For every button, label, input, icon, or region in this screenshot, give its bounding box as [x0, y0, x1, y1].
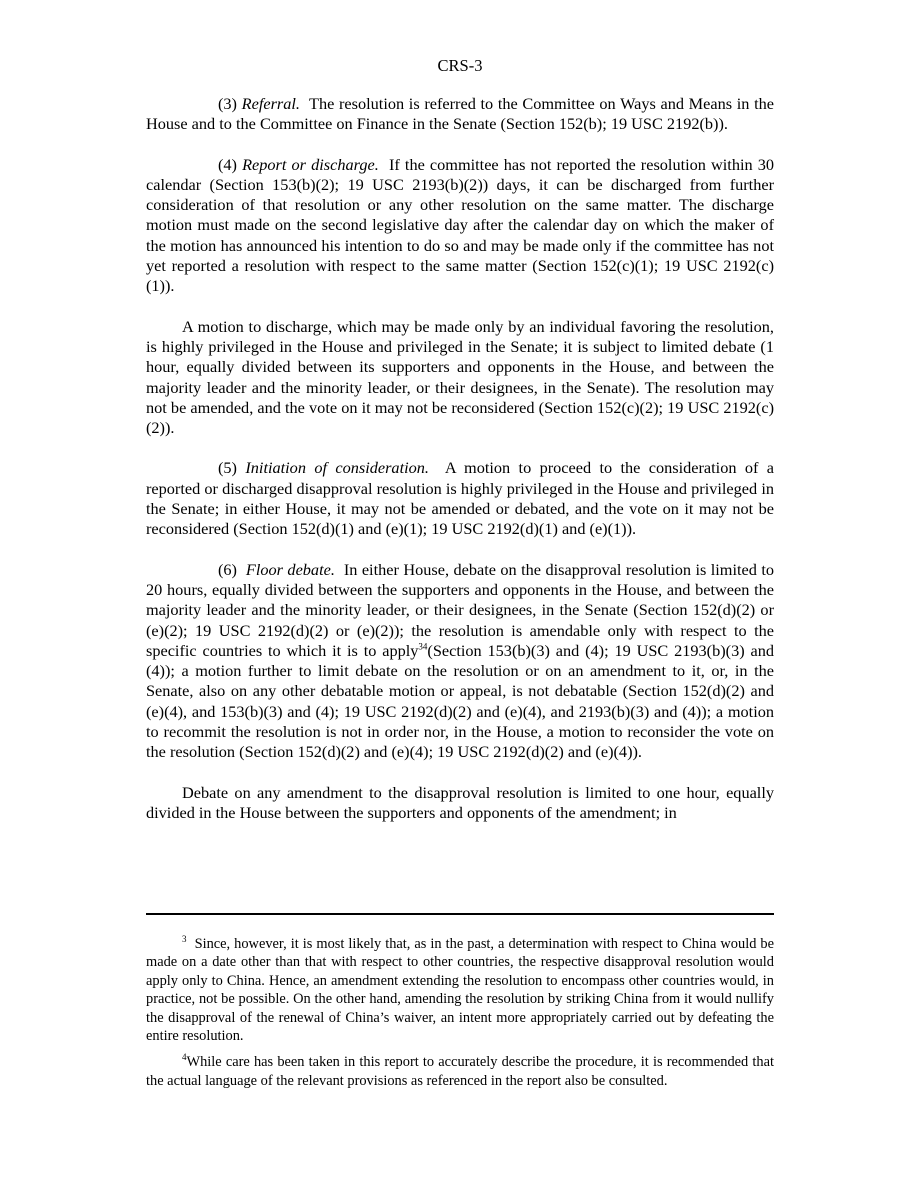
paragraph-text: Debate on any amendment to the disapproval resolution is limited to one hour, equally divided in the House between the supporters and opponents of the amendment; in — [146, 782, 774, 822]
section-title: Report or discharge. — [242, 154, 379, 174]
footnote — [146, 935, 774, 1045]
paragraph-text: The resolution is referred to the Committee on Ways and Means in the House and to the Committee on Finance in the Senate (Section 152(b); 19 USC 2192(b)). — [146, 94, 774, 134]
paragraph-referral — [146, 94, 774, 135]
paragraph-amendment-debate — [146, 783, 774, 824]
page-header — [0, 56, 920, 76]
footnotes — [146, 935, 774, 1098]
item-number: (5) — [218, 458, 237, 478]
document-body — [146, 94, 774, 843]
item-number: (6) — [218, 559, 237, 579]
section-title: Referral. — [241, 94, 300, 113]
paragraph-motion-to-discharge — [146, 317, 774, 439]
paragraph-report-or-discharge — [146, 155, 774, 297]
paragraph-text: A motion to discharge, which may be made only by an individual favoring the resolution, is highly privileged in the House and privileged in the Senate; it is subject to limited debate (1 hour, equally divided between its supporters and opponents in the House, and between the majority leader and the minority leader, or their designees, in the Senate). The resolution may not be amended, and the vote on it may not be reconsidered (Section 152(c)(2); 19 USC 2192(c)(2)). — [146, 316, 774, 438]
paragraph-text: If the committee has not reported the resolution within 30 calendar (Section 153(b)(2); 19 USC 2193(b)(2)) days, it can be discharged from further consideration of that resolution or any other resolution on the same matter. The discharge motion must made on the second legislative day after the calendar day on which the maker of the motion has announced his intention to do so and may be made only if the committee has not yet reported a resolution with respect to the same matter (Section 152(c)(1); 19 USC 2192(c)(1)). — [146, 154, 775, 296]
paragraph-text: In either House, debate on the disapproval resolution is limited to 20 hours, equally divided between the supporters and opponents in the House, and between the majority leader and the minority leader, or their designees, in the Senate (Section 152(d)(2) or (e)(2); 19 USC 2192(d)(2) or (e)(2)); the resolution is amendable only with respect to the specific countries to which it is to apply — [146, 559, 775, 660]
footnote-text: While care has been taken in this report to accurately describe the procedure, it is recommended that the actual language of the relevant provisions as referenced in the report also be consulted. — [146, 1054, 774, 1089]
paragraph-initiation-of-consideration — [146, 458, 774, 539]
footnote-reference[interactable]: 34 — [418, 641, 428, 652]
item-number: (3) — [218, 94, 237, 113]
footnote-marker: 3 — [182, 934, 187, 945]
footnote-marker: 4 — [182, 1052, 187, 1063]
paragraph-text: (Section 153(b)(3) and (4); 19 USC 2193(b)(3) and (4)); a motion further to limit debate on the resolution or on an amendment to it, or, in the Senate, also on any other debatable motion or appeal, is not debatable (Section 152(d)(2) and (e)(4), and 153(b)(3) and (4); 19 USC 2192(d)(2) and (e)(4), and 2193(b)(3) and (4)); a motion to recommit the resolution is not in order nor, in the House, a motion to reconsider the vote on the resolution (Section 152(d)(2) and (e)(4); 19 USC 2192(d)(2) and (e)(4)). — [146, 640, 774, 762]
footnote-text: Since, however, it is most likely that, as in the past, a determination with respect to China would be made on a date other than that with respect to other countries, the respective disapproval resolution would apply only to China. Hence, an amendment extending the resolution to encompass other countries would, in practice, not be possible. On the other hand, amending the resolution by striking China from it would nullify the disapproval of the renewal of China’s waiver, an intent more appropriately carried out by defeating the entire resolution. — [146, 936, 775, 1045]
section-title: Floor debate. — [245, 559, 335, 579]
paragraph-floor-debate — [146, 560, 774, 763]
section-title: Initiation of consideration. — [245, 458, 429, 478]
paragraph-text: A motion to proceed to the consideration of a reported or discharged disapproval resolution is highly privileged in the House and privileged in the Senate; in either House, it may not be amended or debated, and the vote on it may not be reconsidered (Section 152(d)(1) and (e)(1); 19 USC 2192(d)(1) and (e)(1)). — [146, 458, 775, 539]
footnote-divider — [146, 913, 774, 915]
page-number: CRS-3 — [437, 56, 483, 75]
item-number: (4) — [218, 154, 237, 174]
footnote — [146, 1053, 774, 1090]
